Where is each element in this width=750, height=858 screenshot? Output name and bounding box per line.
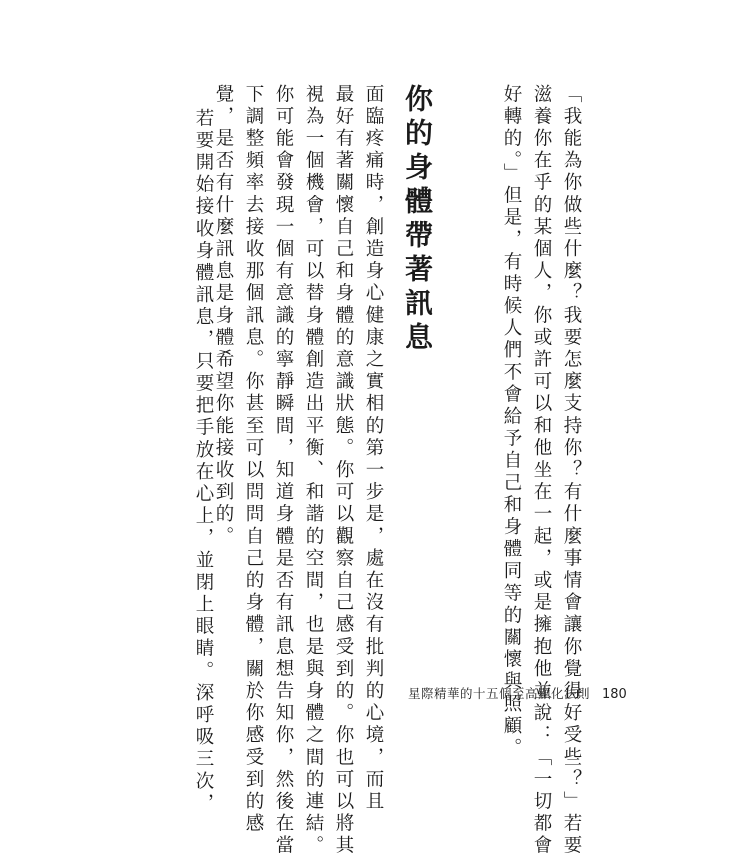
page-number: 180	[602, 687, 627, 702]
page-footer	[408, 684, 627, 702]
text-column: 好轉的。」但是，有時候人們不會給予自己和身體同等的關懷與照顧。	[501, 84, 522, 760]
text-column: 面臨疼痛時，創造身心健康之實相的第一步是，處在沒有批判的心境，而且	[363, 84, 384, 814]
text-column: 「我能為你做些什麼？我要怎麼支持你？有什麼事情會讓你覺得好受些？」若要	[561, 84, 582, 858]
text-column: 你可能會發現一個有意識的寧靜瞬間，知道身體是否有訊息想告知你，然後在當	[273, 84, 294, 858]
text-column: 下調整頻率去接收那個訊息。你甚至可以問問自己的身體，關於你感受到的感	[243, 84, 264, 836]
section-heading: 你的身體帶著訊息	[401, 84, 434, 356]
text-column: 滋養你在乎的某個人，你或許可以和他坐在一起，或是擁抱他並說：「一切都會	[531, 84, 552, 858]
text-column: 視為一個機會，可以替身體創造出平衡、和諧的空間，也是與身體之間的連結。	[303, 84, 324, 858]
text-column: 最好有著關懷自己和身體的意識狀態。你可以觀察自己感受到的。你也可以將其	[333, 84, 354, 858]
text-column: 若要開始接收身體訊息，只要把手放在心上，並閉上眼睛。深呼吸三次，	[193, 108, 214, 816]
text-column: 覺，是否有什麼訊息是身體希望你能接收到的。	[213, 84, 234, 549]
running-title: 星際精華的十五個至高顯化法則	[408, 686, 591, 701]
